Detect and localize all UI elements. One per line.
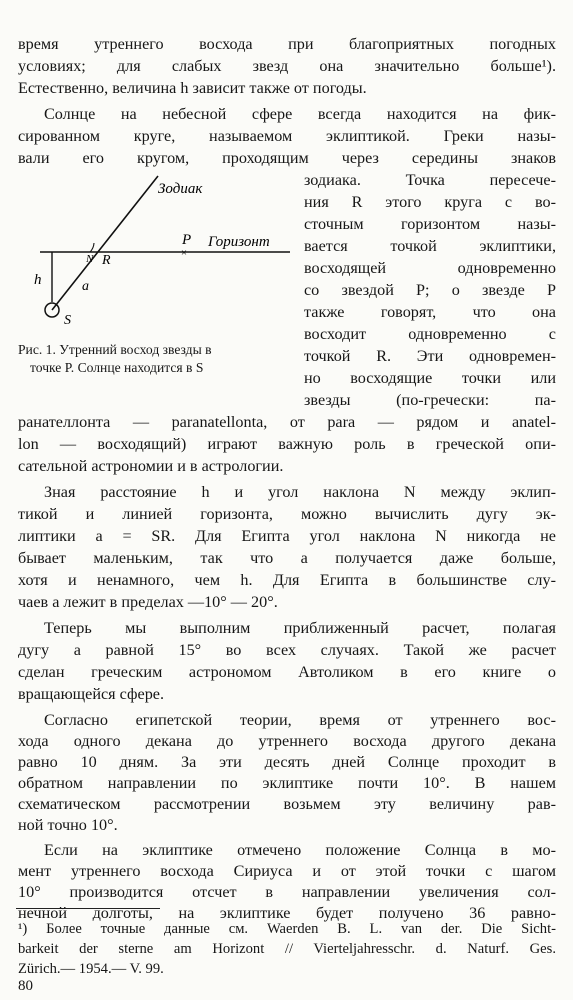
footnote-line: barkeit der sterne am Horizont // Vierteljahresschr. d. Naturf. Ges. [18, 941, 556, 957]
text-line: вали его кругом, проходящим через середины знаков [18, 149, 556, 167]
text-line: звезды (по-гречески: па- [304, 391, 556, 409]
text-line: сированном круге, называемом эклиптикой. Греки назы- [18, 127, 556, 145]
text-line: сательной астрономии и в астрологии. [18, 457, 284, 475]
page-number: 80 [18, 978, 33, 994]
figure-caption-line: Рис. 1. Утренний восход звезды в [18, 342, 212, 357]
text-line: схематическом рассмотрении возьмем эту величину рав- [18, 795, 556, 813]
figure-caption-line: точке P. Солнце находится в S [30, 360, 204, 375]
arc-a-label: a [82, 279, 89, 294]
point-p-label: P [182, 232, 192, 248]
text-line: точкой R. Эти одновремен- [304, 347, 556, 365]
text-line: условиях; для слабых звезд она значительно больше¹). [18, 57, 556, 75]
text-line: восходящей одновременно [304, 259, 556, 277]
text-line: со звездой P; о звезде P [304, 281, 556, 299]
text-line: хотя и ненамного, чем h. Для Египта в большинстве слу- [18, 571, 556, 589]
text-line: Если на эклиптике отмечено положение Солнца в мо- [44, 841, 556, 859]
ecliptic-line [52, 176, 158, 310]
text-line: Теперь мы выполним приближенный расчет, полагая [44, 619, 556, 637]
text-line: lon — восходящий) играют важную роль в греческой опи- [18, 435, 556, 453]
angle-arc [90, 243, 94, 252]
text-line: ния R этого круга с во- [304, 193, 556, 211]
text-line: сточным горизонтом назы- [304, 215, 556, 233]
horizon-label: Горизонт [208, 234, 270, 250]
text-line: нечной долготы, на эклиптике будет получено 36 равно- [18, 904, 556, 922]
point-r-label: R [102, 253, 111, 268]
text-line: мент утреннего восхода Сириуса и от этой точки с шагом [18, 862, 556, 880]
text-line: чаев a лежит в пределах —10° — 20°. [18, 593, 278, 611]
text-line: ной точно 10°. [18, 816, 118, 834]
footnote-line: Zürich.— 1954.— V. 99. [18, 961, 164, 977]
text-line: Согласно египетской теории, время от утреннего вос- [44, 711, 556, 729]
text-line: дугу a равной 15° во всех случаях. Такой же расчет [18, 641, 556, 659]
sun-s-label: S [64, 313, 71, 328]
text-line: также говорят, что она [304, 303, 556, 321]
footnote-line: ¹) Более точные данные см. Waerden B. L. van der. Die Sicht- [18, 921, 556, 937]
text-line: время утреннего восхода при благоприятных погодных [18, 35, 556, 53]
text-line: липтики a = SR. Для Египта угол наклона N никогда не [18, 527, 556, 545]
text-line: зодиака. Точка пересече- [304, 171, 556, 189]
text-line: Зная расстояние h и угол наклона N между эклип- [44, 483, 556, 501]
text-line: Солнце на небесной сфере всегда находится на фик- [44, 105, 556, 123]
text-line: тикой и линией горизонта, можно вычислить дугу эк- [18, 505, 556, 523]
text-line: восходит одновременно с [304, 325, 556, 343]
text-line: но восходящие точки или [304, 369, 556, 387]
text-line: обратном направлении по эклиптике почти 10°. В нашем [18, 774, 556, 792]
text-line: ранателлонта — paranatellonta, от para — рядом и anatel- [18, 413, 556, 431]
text-line: Естественно, величина h зависит также от погоды. [18, 79, 367, 97]
height-h-label: h [34, 272, 42, 288]
text-line: вращающейся сфере. [18, 685, 165, 703]
text-line: 10° производится отсчет в направлении увеличения сол- [18, 883, 556, 901]
zodiac-label: Зодиак [158, 181, 203, 197]
text-line: вается точкой эклиптики, [304, 237, 556, 255]
text-line: равно 10 дням. За эти десять дней Солнце проходит в [18, 753, 556, 771]
text-line: сделан греческим астрономом Автоликом в его книге о [18, 663, 556, 681]
text-line: хода одного декана до утреннего восхода другого декана [18, 732, 556, 750]
star-mark: × [180, 247, 188, 259]
text-line: бывает маленьким, так что a получается даже больше, [18, 549, 556, 567]
angle-n-label: N [86, 253, 94, 265]
